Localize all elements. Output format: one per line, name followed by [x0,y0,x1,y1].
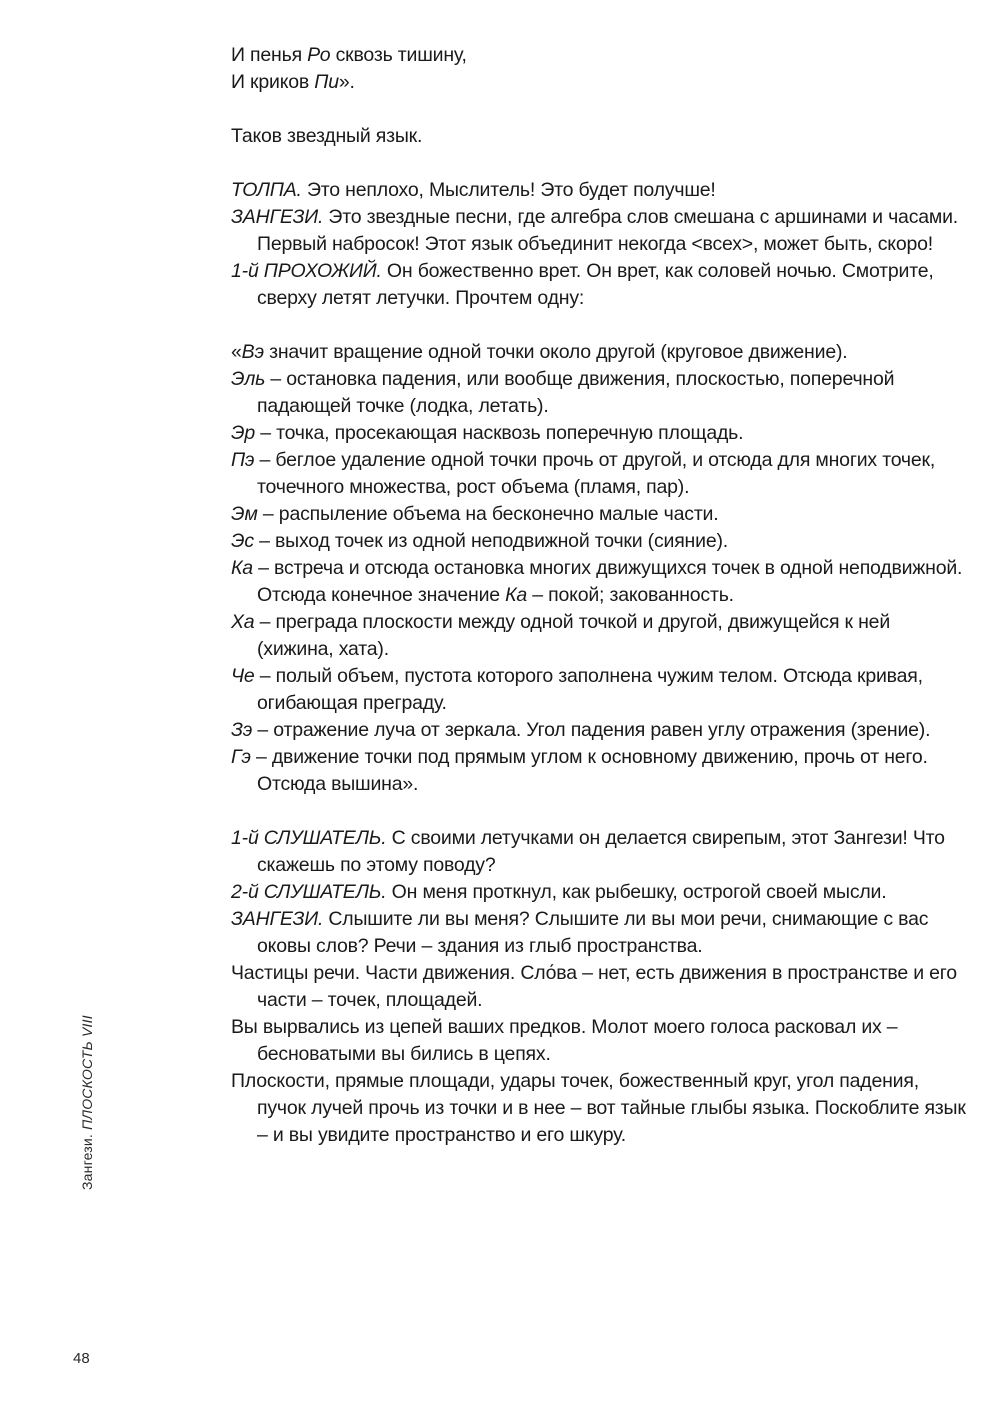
dialogue-line: ТОЛПА. Это неплохо, Мыслитель! Это будет получше! [231,179,716,201]
glossary-entry: Ха – преграда плоскости между одной точкой и другой, движущейся к ней (хижина, хата). [231,611,891,660]
dialogue-line: 2-й СЛУШАТЕЛЬ. Он меня проткнул, как рыбешку, острогой своей мысли. [231,881,887,903]
dialogue-line: ЗАНГЕЗИ. Это звездные песни, где алгебра слов смешана с аршинами и часами. Первый набросок! Этот язык объединит некогда <всех>, может быть, скоро! [231,206,959,255]
glossary-term: Ха [231,611,255,633]
speaker-name: 1-й СЛУШАТЕЛЬ. [231,827,387,849]
running-head-section: ПЛОСКОСТЬ VIII [79,1015,95,1130]
prose-paragraph: Частицы речи. Части движения. Сло́ва – нет, есть движения в пространстве и его части – точек, площадей. [231,962,957,1011]
glossary-entry: Эм – распыление объема на бесконечно малые части. [231,503,719,525]
glossary-term: Эс [231,530,254,552]
speaker-name: 2-й СЛУШАТЕЛЬ. [231,881,387,903]
star-language-line: Таков звездный язык. [231,125,423,147]
running-head-work: Зангези. [79,1134,95,1190]
glossary-term: Эм [231,503,258,525]
glossary-term: Зэ [231,719,253,741]
glossary-entry: Ка – встреча и отсюда остановка многих движущихся точек в одной неподвижной. Отсюда конечное значение Ка – покой; закованность. [231,557,963,606]
running-head-vertical [79,1015,95,1190]
speaker-name: ТОЛПА. [231,179,302,201]
glossary-entry: Че – полый объем, пустота которого заполнена чужим телом. Отсюда кривая, огибающая преграду. [231,665,923,714]
speaker-name: ЗАНГЕЗИ. [231,908,324,930]
glossary-term: Эр [231,422,255,444]
dialogue-line: 1-й ПРОХОЖИЙ. Он божественно врет. Он врет, как соловей ночью. Смотрите, сверху летят летучки. Прочтем одну: [231,260,934,309]
glossary-entry: Эр – точка, просекающая насквозь поперечную площадь. [231,422,744,444]
prose-paragraph: Вы вырвались из цепей ваших предков. Молот моего голоса расковал их – бесноватыми вы бились в цепях. [231,1016,898,1065]
glossary-term: Че [231,665,255,687]
speaker-name: 1-й ПРОХОЖИЙ. [231,260,382,282]
glossary-term: Гэ [231,746,251,768]
speaker-name: ЗАНГЕЗИ. [231,206,324,228]
prose-paragraph: Плоскости, прямые площади, удары точек, божественный круг, угол падения, пучок лучей прочь из точки и в нее – вот тайные глыбы языка. Поскоблите язык – и вы увидите пространство и его шкуру. [231,1070,966,1146]
glossary-term: Вэ [241,341,264,363]
glossary-entry: «Вэ значит вращение одной точки около другой (круговое движение). [231,341,848,363]
verse-line: И пенья Ро сквозь тишину, [231,44,467,66]
glossary-entry: Зэ – отражение луча от зеркала. Угол падения равен углу отражения (зрение). [231,719,931,741]
verse-line: И криков Пи». [231,71,355,93]
page-number: 48 [73,1350,90,1367]
dialogue-line: ЗАНГЕЗИ. Слышите ли вы меня? Слышите ли вы мои речи, снимающие с вас оковы слов? Речи – здания из глыб пространства. [231,908,929,957]
glossary-entry: Эль – остановка падения, или вообще движения, плоскостью, поперечной падающей точке (лодка, летать). [231,368,895,417]
glossary-entry: Эс – выход точек из одной неподвижной точки (сияние). [231,530,728,552]
glossary-term: Ка [231,557,253,579]
glossary-entry: Пэ – беглое удаление одной точки прочь от другой, и отсюда для многих точек, точечного множества, рост объема (пламя, пар). [231,449,936,498]
glossary-entry: Гэ – движение точки под прямым углом к основному движению, прочь от него. Отсюда вышина». [231,746,928,795]
glossary-term: Ка [505,584,528,606]
glossary-term: Пэ [231,449,255,471]
text-column [231,42,971,1149]
dialogue-line: 1-й СЛУШАТЕЛЬ. С своими летучками он делается свирепым, этот Зангези! Что скажешь по этому поводу? [231,827,945,876]
glossary-term: Эль [231,368,266,390]
